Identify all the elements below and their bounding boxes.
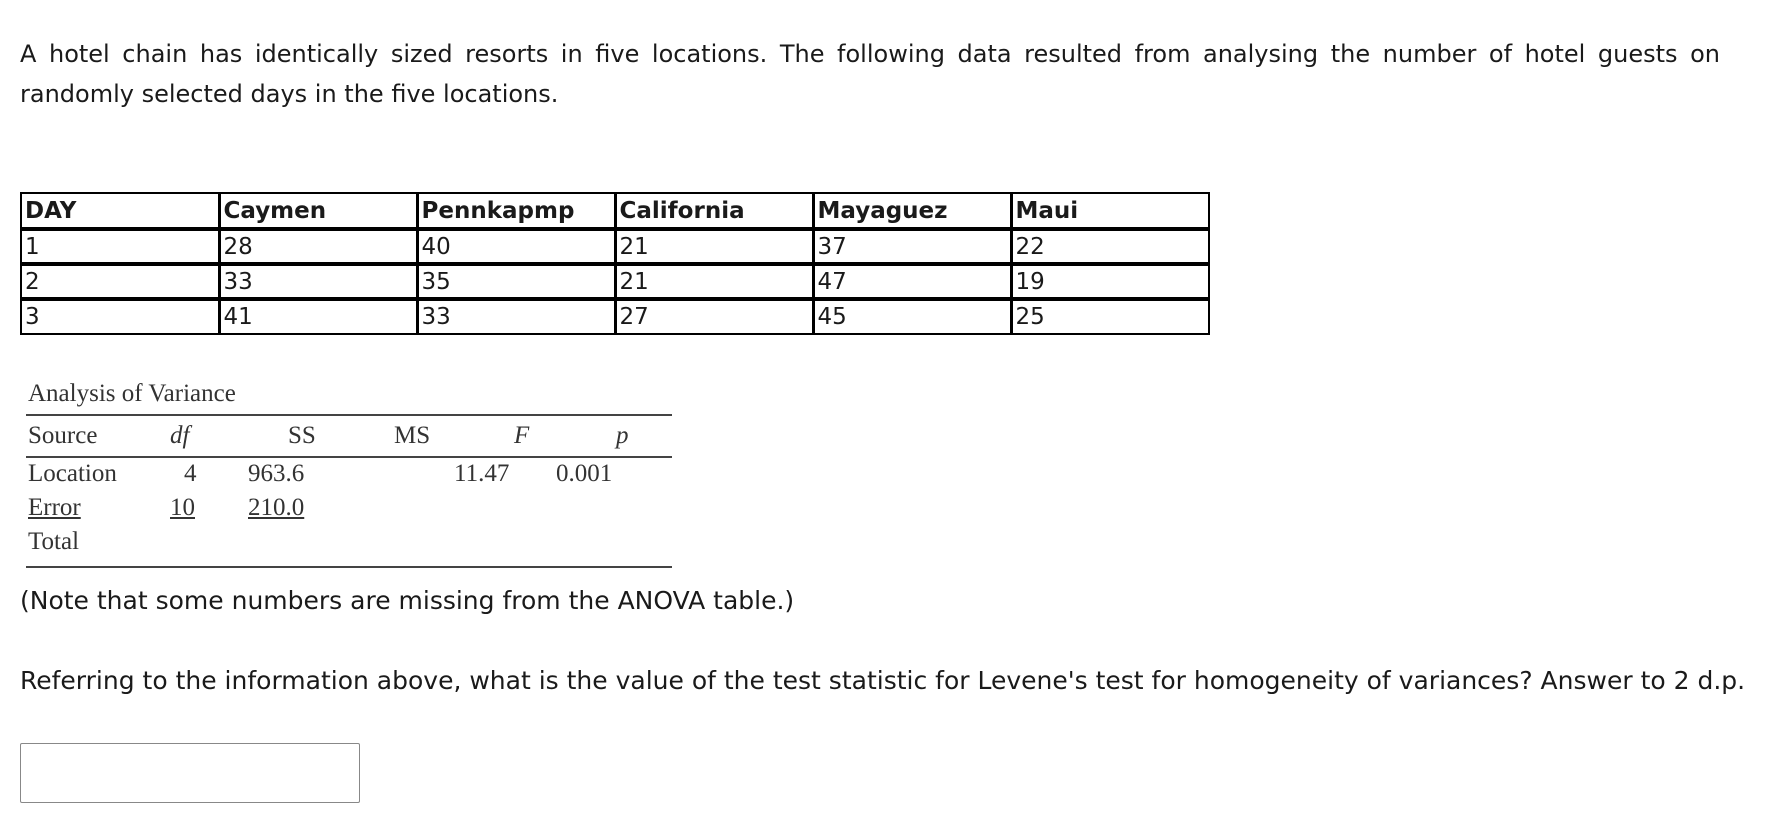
table-cell: 3: [25, 304, 40, 330]
table-cell: 28: [219, 229, 417, 264]
header-caymen: Caymen: [219, 193, 417, 229]
table-cell: 19: [1011, 264, 1209, 299]
table-cell: 21: [615, 229, 813, 264]
table-header-row: [21, 193, 1209, 229]
table-cell: 22: [1011, 229, 1209, 264]
anova-header-p: p: [616, 422, 629, 449]
table-cell: 45: [813, 299, 1011, 334]
header-pennkapmp: Pennkapmp: [417, 193, 615, 229]
anova-row-location-p: 0.001: [556, 460, 613, 487]
anova-row-error-df: 10: [170, 494, 195, 521]
table-cell: 47: [813, 264, 1011, 299]
table-cell: 35: [417, 264, 615, 299]
anova-top-rule: [26, 414, 672, 416]
header-mayaguez: Mayaguez: [813, 193, 1011, 229]
answer-input[interactable]: [20, 743, 360, 803]
header-day: DAY: [21, 193, 219, 229]
anova-row-total-source: Total: [28, 528, 80, 555]
table-row: [21, 229, 1209, 264]
header-maui: Maui: [1011, 193, 1209, 229]
anova-row-location-f: 11.47: [454, 460, 510, 487]
anova-header-df: df: [170, 422, 190, 449]
anova-row-location-source: Location: [28, 460, 117, 487]
anova-header-rule: [26, 456, 672, 458]
anova-row-error-ss: 210.0: [248, 494, 305, 521]
anova-row-location-df: 4: [184, 460, 197, 487]
anova-header-ss: SS: [288, 422, 316, 449]
table-cell: 40: [417, 229, 615, 264]
question-text: Referring to the information above, what is the value of the test statistic for Levene's test for homogeneity of variances? Answer to 2 d.p.: [20, 666, 1746, 695]
table-cell: 25: [1011, 299, 1209, 334]
table-row: [21, 299, 1209, 334]
anova-bottom-rule: [26, 566, 672, 568]
table-row: [21, 264, 1209, 299]
anova-row-location-ss: 963.6: [248, 460, 305, 487]
table-cell: 33: [417, 299, 615, 334]
table-cell: 33: [219, 264, 417, 299]
table-cell: 1: [21, 229, 219, 264]
anova-header-ms: MS: [394, 422, 431, 449]
table-cell: 37: [813, 229, 1011, 264]
guest-data-table: [20, 192, 1210, 335]
anova-header-f: F: [514, 422, 530, 449]
anova-header-source: Source: [28, 422, 98, 449]
table-cell: 21: [615, 264, 813, 299]
anova-title: Analysis of Variance: [28, 380, 236, 407]
anova-note: (Note that some numbers are missing from the ANOVA table.): [20, 586, 795, 615]
table-cell: 2: [21, 264, 219, 299]
header-california: California: [615, 193, 813, 229]
question-intro: A hotel chain has identically sized resorts in five locations. The following data resulted from analysing the number of hotel guests on randomly selected days in the five locations.: [20, 40, 1720, 108]
table-cell: 41: [219, 299, 417, 334]
table-cell: 27: [615, 299, 813, 334]
anova-row-error-source: Error: [28, 494, 81, 521]
